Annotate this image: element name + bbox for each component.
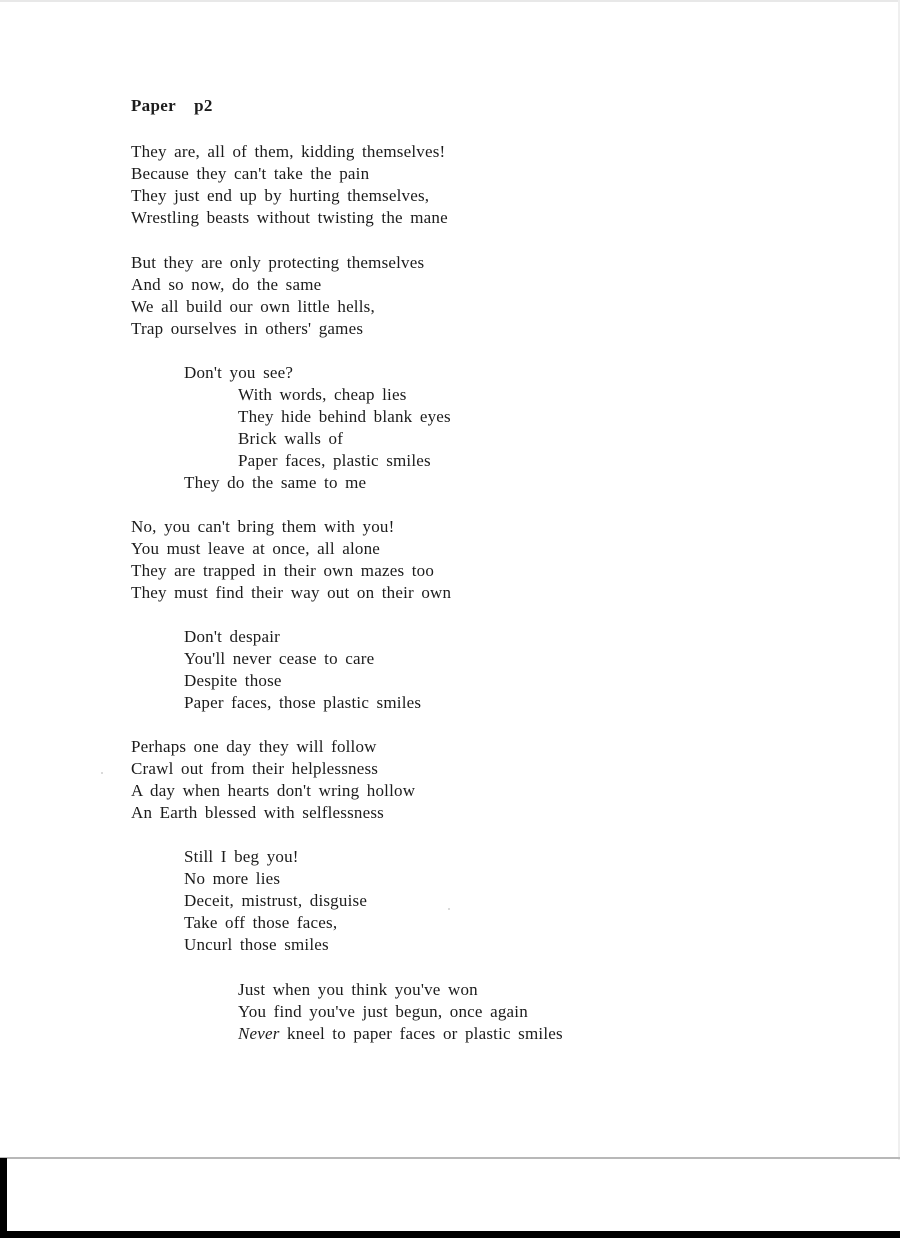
poem-line: We all build our own little hells, bbox=[131, 297, 375, 316]
poem-line: Paper faces, plastic smiles bbox=[238, 451, 431, 470]
poem-line: Uncurl those smiles bbox=[184, 935, 329, 954]
poem-line: Still I beg you! bbox=[184, 847, 299, 866]
poem-line: Just when you think you've won bbox=[238, 980, 478, 999]
scan-bottom-border bbox=[0, 1231, 900, 1238]
page-bottom-rule bbox=[0, 1157, 900, 1159]
poem-line: Don't despair bbox=[184, 627, 281, 646]
poem-line: Take off those faces, bbox=[184, 913, 338, 932]
poem-line: But they are only protecting themselves bbox=[131, 253, 425, 272]
poem-line: They do the same to me bbox=[184, 473, 367, 492]
poem-line: You'll never cease to care bbox=[184, 649, 375, 668]
poem-line: Deceit, mistrust, disguise bbox=[184, 891, 368, 910]
poem-line-final bbox=[238, 1023, 563, 1045]
poem-line: Despite those bbox=[184, 671, 282, 690]
poem-line: You find you've just begun, once again bbox=[238, 1002, 528, 1021]
poem-line: No more lies bbox=[184, 869, 281, 888]
poem-title: Paper p2 bbox=[131, 96, 213, 115]
poem-line: Paper faces, those plastic smiles bbox=[184, 693, 422, 712]
poem-line: They are trapped in their own mazes too bbox=[131, 561, 435, 580]
poem-line: Because they can't take the pain bbox=[131, 164, 370, 183]
poem-line: Don't you see? bbox=[184, 363, 294, 382]
scan-speck bbox=[448, 908, 450, 910]
poem-line: They are, all of them, kidding themselves! bbox=[131, 142, 446, 161]
poem-line: Trap ourselves in others' games bbox=[131, 319, 364, 338]
poem-line: Brick walls of bbox=[238, 429, 344, 448]
poem-line: Wrestling beasts without twisting the mane bbox=[131, 208, 448, 227]
page-top-edge bbox=[0, 0, 900, 2]
poem-line: A day when hearts don't wring hollow bbox=[131, 781, 416, 800]
poem-line-remainder: kneel to paper faces or plastic smiles bbox=[287, 1024, 563, 1043]
poem-line: No, you can't bring them with you! bbox=[131, 517, 395, 536]
poem-line: Crawl out from their helplessness bbox=[131, 759, 379, 778]
poem-line: And so now, do the same bbox=[131, 275, 322, 294]
scan-left-border bbox=[0, 1158, 7, 1238]
poem-line: With words, cheap lies bbox=[238, 385, 407, 404]
scan-speck bbox=[101, 772, 103, 774]
poem-line: You must leave at once, all alone bbox=[131, 539, 381, 558]
emphasis-word: Never bbox=[238, 1024, 280, 1043]
poem-line: They hide behind blank eyes bbox=[238, 407, 451, 426]
poem-line: They just end up by hurting themselves, bbox=[131, 186, 430, 205]
poem-line: An Earth blessed with selflessness bbox=[131, 803, 384, 822]
poem-line: They must find their way out on their own bbox=[131, 583, 452, 602]
poem-line: Perhaps one day they will follow bbox=[131, 737, 377, 756]
